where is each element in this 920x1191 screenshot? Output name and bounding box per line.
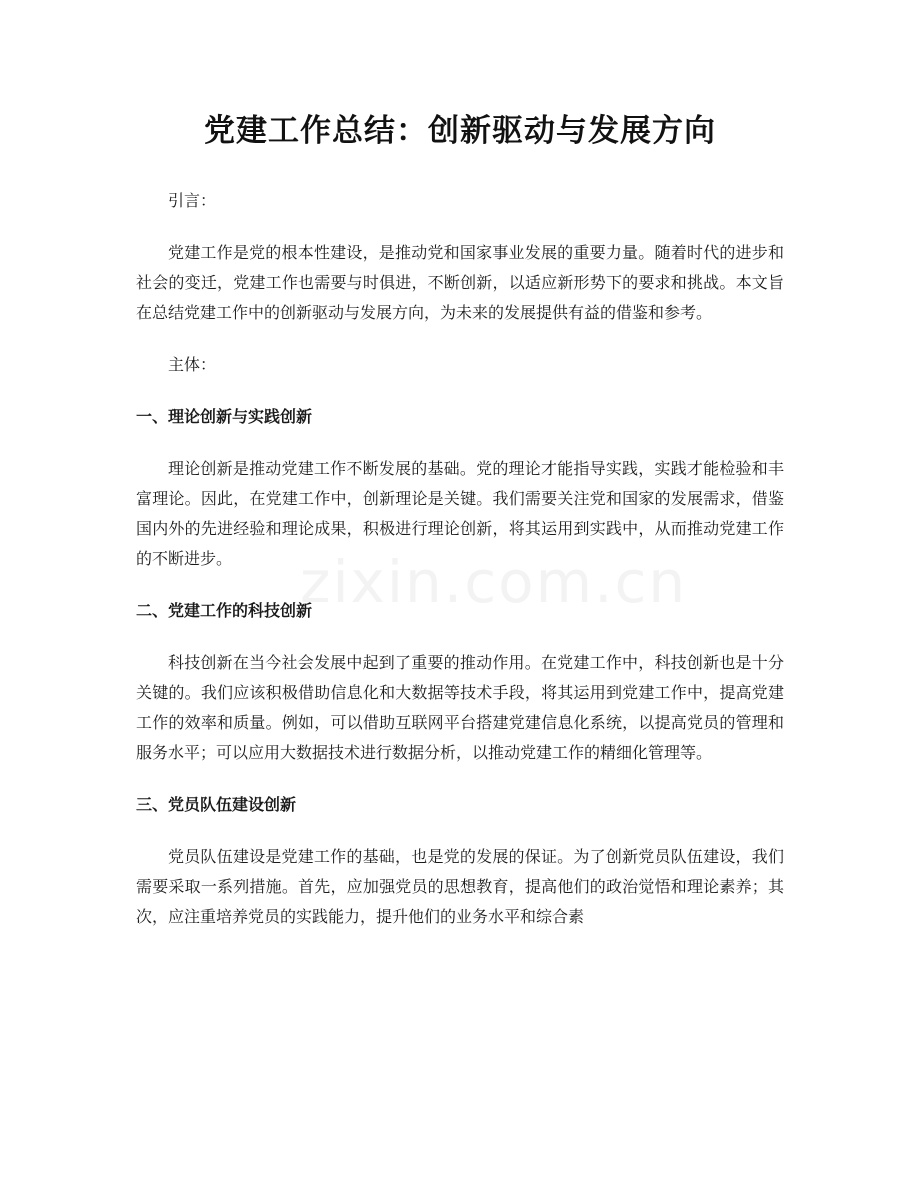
document-title: 党建工作总结：创新驱动与发展方向 bbox=[204, 113, 716, 149]
section-heading-3: 三、党员队伍建设创新 bbox=[136, 795, 297, 814]
section-heading-2: 二、党建工作的科技创新 bbox=[136, 601, 313, 620]
section-heading-1: 一、理论创新与实践创新 bbox=[136, 407, 313, 426]
watermark: zixin.com.cn bbox=[300, 548, 688, 616]
body-label: 主体： bbox=[168, 355, 217, 374]
section-paragraph-2: 科技创新在当今社会发展中起到了重要的推动作用。在党建工作中，科技创新也是十分关键的。我们应该积极借助信息化和大数据等技术手段，将其运用到党建工作中，提高党建工作的效率和质量。例如，可以借助互联网平台搭建党建信息化系统，以提高党员的管理和服务水平；可以应用大数据技术进行数据分析，以推动党建工作的精细化管理等。 bbox=[136, 653, 784, 762]
section-paragraph-1: 理论创新是推动党建工作不断发展的基础。党的理论才能指导实践，实践才能检验和丰富理论。因此，在党建工作中，创新理论是关键。我们需要关注党和国家的发展需求，借鉴国内外的先进经验和理论成果，积极进行理论创新，将其运用到实践中，从而推动党建工作的不断进步。 bbox=[136, 459, 784, 568]
intro-label: 引言： bbox=[168, 191, 217, 210]
intro-paragraph: 党建工作是党的根本性建设，是推动党和国家事业发展的重要力量。随着时代的进步和社会的变迁，党建工作也需要与时俱进，不断创新，以适应新形势下的要求和挑战。本文旨在总结党建工作中的创新驱动与发展方向，为未来的发展提供有益的借鉴和参考。 bbox=[136, 243, 784, 322]
document-content bbox=[136, 108, 784, 932]
section-paragraph-3: 党员队伍建设是党建工作的基础，也是党的发展的保证。为了创新党员队伍建设，我们需要采取一系列措施。首先，应加强党员的思想教育，提高他们的政治觉悟和理论素养；其次，应注重培养党员的实践能力，提升他们的业务水平和综合素 bbox=[136, 847, 784, 926]
